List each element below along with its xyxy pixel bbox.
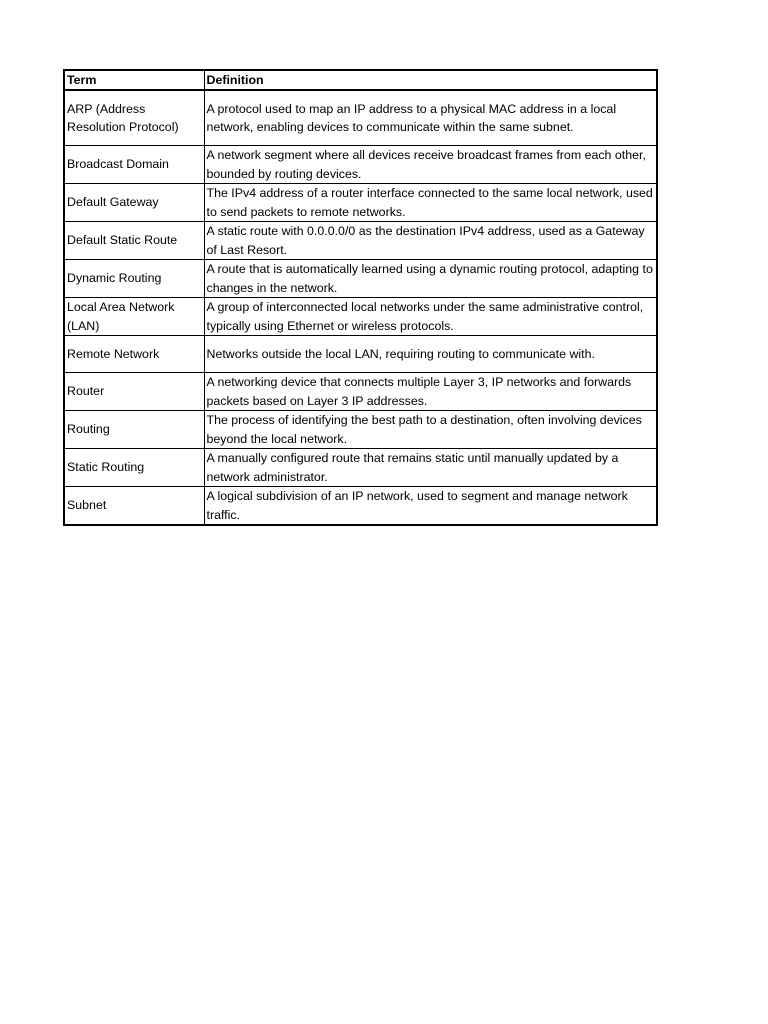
table-row — [64, 411, 657, 449]
term-cell: Routing — [64, 411, 204, 449]
definition-cell: The IPv4 address of a router interface connected to the same local network, used to send packets to remote networks. — [204, 184, 657, 222]
definition-column-header: Definition — [204, 70, 657, 90]
table-body — [64, 90, 657, 525]
definition-cell: Networks outside the local LAN, requiring routing to communicate with. — [204, 336, 657, 373]
definition-cell: The process of identifying the best path to a destination, often involving devices beyond the local network. — [204, 411, 657, 449]
table-row — [64, 373, 657, 411]
term-cell: Default Static Route — [64, 222, 204, 260]
term-cell: Remote Network — [64, 336, 204, 373]
term-cell: Dynamic Routing — [64, 260, 204, 298]
table-row — [64, 487, 657, 526]
table-row — [64, 90, 657, 146]
table-row — [64, 336, 657, 373]
term-column-header: Term — [64, 70, 204, 90]
term-cell: Default Gateway — [64, 184, 204, 222]
definition-cell: A networking device that connects multiple Layer 3, IP networks and forwards packets based on Layer 3 IP addresses. — [204, 373, 657, 411]
definition-cell: A protocol used to map an IP address to a physical MAC address in a local network, enabling devices to communicate within the same subnet. — [204, 90, 657, 146]
definition-cell: A route that is automatically learned using a dynamic routing protocol, adapting to changes in the network. — [204, 260, 657, 298]
term-cell: ARP (Address Resolution Protocol) — [64, 90, 204, 146]
definition-cell: A manually configured route that remains static until manually updated by a network administrator. — [204, 449, 657, 487]
header-row — [64, 70, 657, 90]
definition-cell: A network segment where all devices receive broadcast frames from each other, bounded by routing devices. — [204, 146, 657, 184]
term-cell: Router — [64, 373, 204, 411]
table-row — [64, 184, 657, 222]
table-row — [64, 449, 657, 487]
glossary-table — [63, 69, 658, 526]
table-header — [64, 70, 657, 90]
table-row — [64, 146, 657, 184]
definition-cell: A group of interconnected local networks under the same administrative control, typically using Ethernet or wireless protocols. — [204, 298, 657, 336]
term-cell: Subnet — [64, 487, 204, 526]
definition-cell: A logical subdivision of an IP network, used to segment and manage network traffic. — [204, 487, 657, 526]
term-cell: Static Routing — [64, 449, 204, 487]
table-row — [64, 260, 657, 298]
term-cell: Local Area Network (LAN) — [64, 298, 204, 336]
term-cell: Broadcast Domain — [64, 146, 204, 184]
definition-cell: A static route with 0.0.0.0/0 as the destination IPv4 address, used as a Gateway of Last Resort. — [204, 222, 657, 260]
table-row — [64, 222, 657, 260]
table-row — [64, 298, 657, 336]
